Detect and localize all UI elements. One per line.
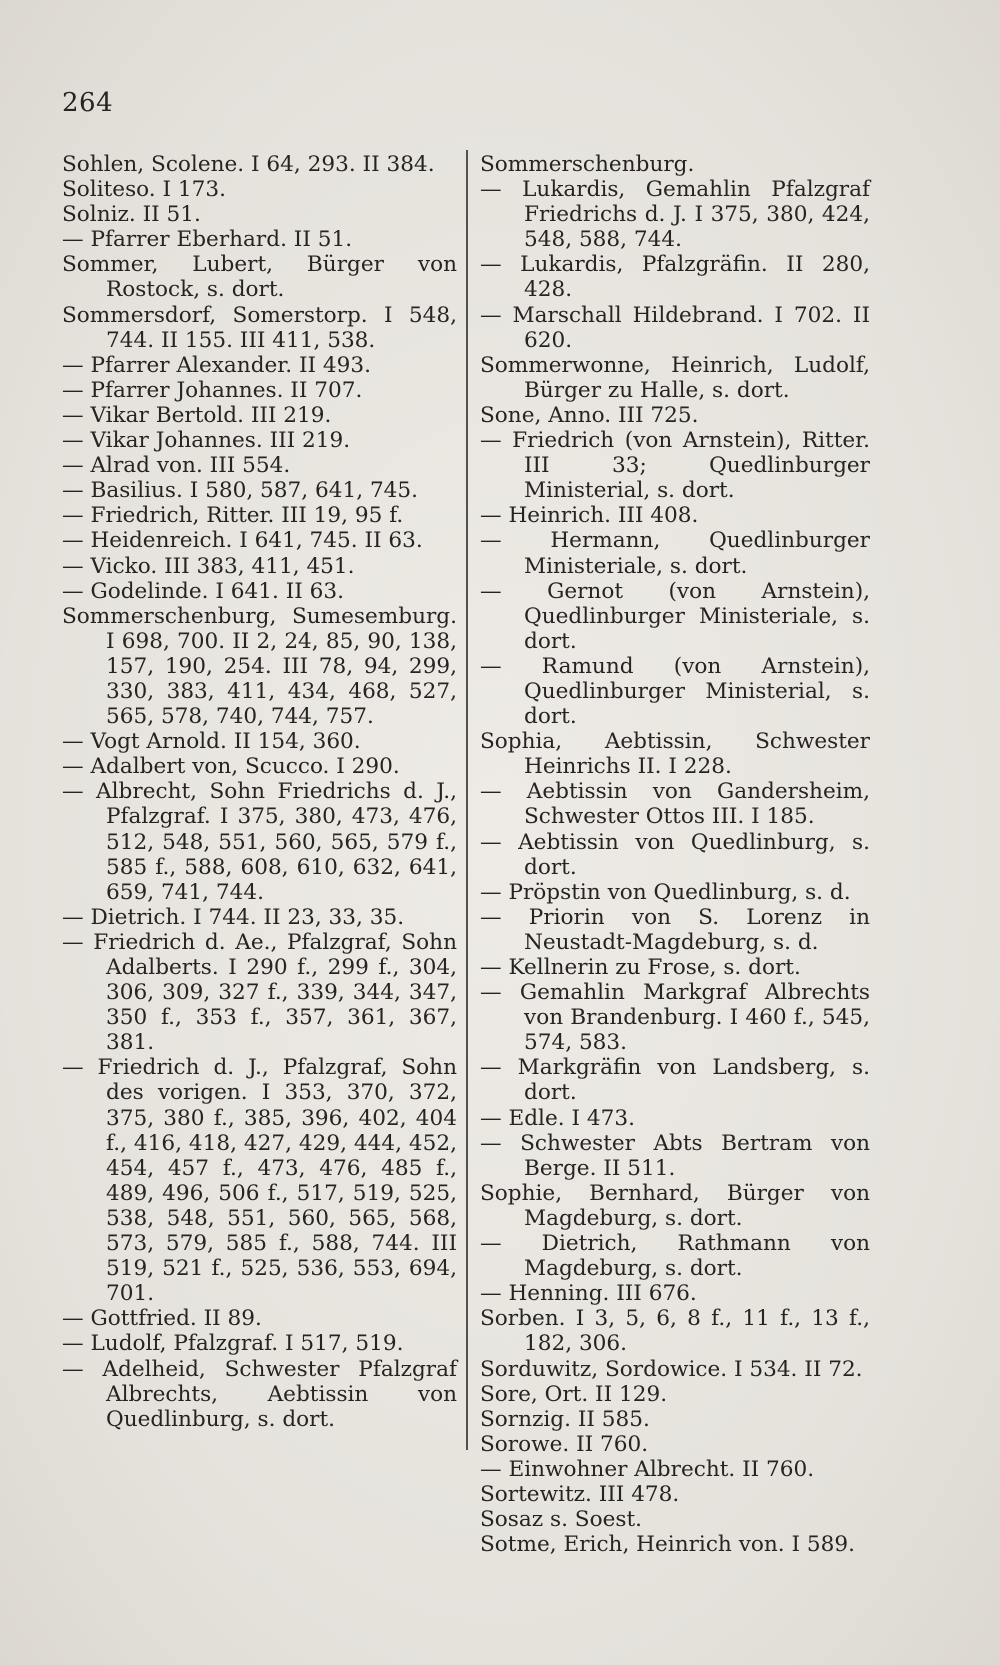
column-divider: [466, 150, 468, 1450]
index-entry: Soliteso. I 173.: [62, 177, 226, 203]
index-entry: — Pröpstin von Quedlinburg, s. d.: [480, 879, 851, 905]
index-entry: — Alrad von. III 554.: [62, 453, 291, 479]
index-entry: — Vogt Arnold. II 154, 360.: [62, 729, 361, 755]
index-entry: — Markgräfin von Landsberg, s. dort.: [480, 1055, 870, 1106]
index-entry: — Edle. I 473.: [480, 1105, 635, 1131]
index-entry: — Lukardis, Gemahlin Pfalzgraf Friedrichs d. J. I 375, 380, 424, 548, 588, 744.: [480, 177, 870, 253]
index-entry: — Albrecht, Sohn Friedrichs d. J., Pfalzgraf. I 375, 380, 473, 476, 512, 548, 551, 560, 565, 579 f., 585 f., 588, 608, 610, 632, 641, 659, 741, 744.: [62, 779, 457, 905]
index-entry: — Einwohner Albrecht. II 760.: [480, 1456, 815, 1482]
index-entry: — Basilius. I 580, 587, 641, 745.: [62, 478, 419, 504]
index-entry: — Hermann, Quedlinburger Ministeriale, s. dort.: [480, 528, 870, 579]
index-entry: Sophia, Aebtissin, Schwester Heinrichs II. I 228.: [480, 729, 870, 780]
index-entry: — Adalbert von, Scucco. I 290.: [62, 754, 400, 780]
index-entry: — Dietrich. I 744. II 23, 33, 35.: [62, 904, 405, 930]
index-entry: Sommerwonne, Heinrich, Ludolf, Bürger zu Halle, s. dort.: [480, 352, 870, 403]
index-entry: — Heinrich. III 408.: [480, 503, 699, 529]
index-entry: Sorduwitz, Sordowice. I 534. II 72.: [480, 1356, 863, 1382]
index-entry: — Schwester Abts Bertram von Berge. II 511.: [480, 1130, 870, 1181]
index-entry: — Pfarrer Johannes. II 707.: [62, 377, 363, 403]
index-entry: Sophie, Bernhard, Bürger von Magdeburg, s. dort.: [480, 1180, 870, 1231]
index-entry: — Vikar Bertold. III 219.: [62, 402, 332, 428]
index-entry: Sotme, Erich, Heinrich von. I 589.: [480, 1532, 856, 1558]
index-entry: — Henning. III 676.: [480, 1281, 697, 1307]
index-entry: — Friedrich (von Arnstein), Ritter. III 33; Quedlinburger Ministerial, s. dort.: [480, 428, 870, 504]
index-entry: — Adelheid, Schwester Pfalzgraf Albrechts, Aebtissin von Quedlinburg, s. dort.: [62, 1356, 457, 1432]
index-entry: — Marschall Hildebrand. I 702. II 620.: [480, 302, 870, 353]
index-entry: — Vicko. III 383, 411, 451.: [62, 553, 355, 579]
index-entry: — Priorin von S. Lorenz in Neustadt-Magdeburg, s. d.: [480, 904, 870, 955]
index-entry: Sosaz s. Soest.: [480, 1507, 642, 1533]
index-entry: — Friedrich d. Ae., Pfalzgraf, Sohn Adalberts. I 290 f., 299 f., 304, 306, 309, 327 f., 339, 344, 347, 350 f., 353 f., 357, 361, 367, 381.: [62, 929, 457, 1056]
index-entry: Sommerschenburg, Sumesemburg. I 698, 700. II 2, 24, 85, 90, 138, 157, 190, 254. III 78, 94, 299, 330, 383, 411, 434, 468, 527, 565, 578, 740, 744, 757.: [62, 603, 457, 730]
index-entry: — Gemahlin Markgraf Albrechts von Brandenburg. I 460 f., 545, 574, 583.: [480, 980, 870, 1056]
index-entry: Sommer, Lubert, Bürger von Rostock, s. dort.: [62, 252, 457, 303]
index-entry: — Pfarrer Alexander. II 493.: [62, 352, 371, 378]
index-column-right: [480, 152, 870, 1557]
index-entry: — Pfarrer Eberhard. II 51.: [62, 227, 353, 253]
index-entry: — Aebtissin von Quedlinburg, s. dort.: [480, 829, 870, 880]
index-entry: Sohlen, Scolene. I 64, 293. II 384.: [62, 152, 435, 177]
index-column-left: [62, 152, 457, 1432]
index-entry: Sortewitz. III 478.: [480, 1481, 680, 1507]
index-entry: Solniz. II 51.: [62, 202, 201, 228]
page-number: 264: [62, 88, 114, 118]
index-entry: Sommersdorf, Somerstorp. I 548, 744. II 155. III 411, 538.: [62, 302, 457, 353]
index-entry: — Godelinde. I 641. II 63.: [62, 578, 344, 604]
index-entry: Sommerschenburg.: [480, 152, 695, 177]
index-entry: — Gernot (von Arnstein), Quedlinburger Ministeriale, s. dort.: [480, 578, 870, 654]
index-entry: — Aebtissin von Gandersheim, Schwester Ottos III. I 185.: [480, 779, 870, 830]
index-entry: Sore, Ort. II 129.: [480, 1381, 668, 1407]
index-entry: — Gottfried. II 89.: [62, 1306, 262, 1332]
index-entry: Sone, Anno. III 725.: [480, 402, 699, 428]
index-entry: — Lukardis, Pfalzgräfin. II 280, 428.: [480, 252, 870, 303]
index-entry: — Friedrich d. J., Pfalzgraf, Sohn des vorigen. I 353, 370, 372, 375, 380 f., 385, 396, 402, 404 f., 416, 418, 427, 429, 444, 452, 454, 457 f., 473, 476, 485 f., 489, 496, 506 f., 517, 519, 525, 538, 548, 551, 560, 565, 568, 573, 579, 585 f., 588, 744. III 519, 521 f., 525, 536, 553, 694, 701.: [62, 1055, 457, 1307]
index-entry: — Ramund (von Arnstein), Quedlinburger Ministerial, s. dort.: [480, 653, 870, 730]
index-entry: — Dietrich, Rathmann von Magdeburg, s. dort.: [480, 1231, 870, 1282]
index-entry: — Friedrich, Ritter. III 19, 95 f.: [62, 503, 404, 529]
index-entry: — Ludolf, Pfalzgraf. I 517, 519.: [62, 1331, 404, 1357]
index-entry: — Kellnerin zu Frose, s. dort.: [480, 955, 801, 980]
index-entry: Sorowe. II 760.: [480, 1431, 649, 1457]
index-entry: — Heidenreich. I 641, 745. II 63.: [62, 528, 423, 554]
index-entry: Sornzig. II 585.: [480, 1406, 650, 1432]
index-entry: Sorben. I 3, 5, 6, 8 f., 11 f., 13 f., 182, 306.: [480, 1306, 870, 1357]
index-entry: — Vikar Johannes. III 219.: [62, 428, 351, 454]
